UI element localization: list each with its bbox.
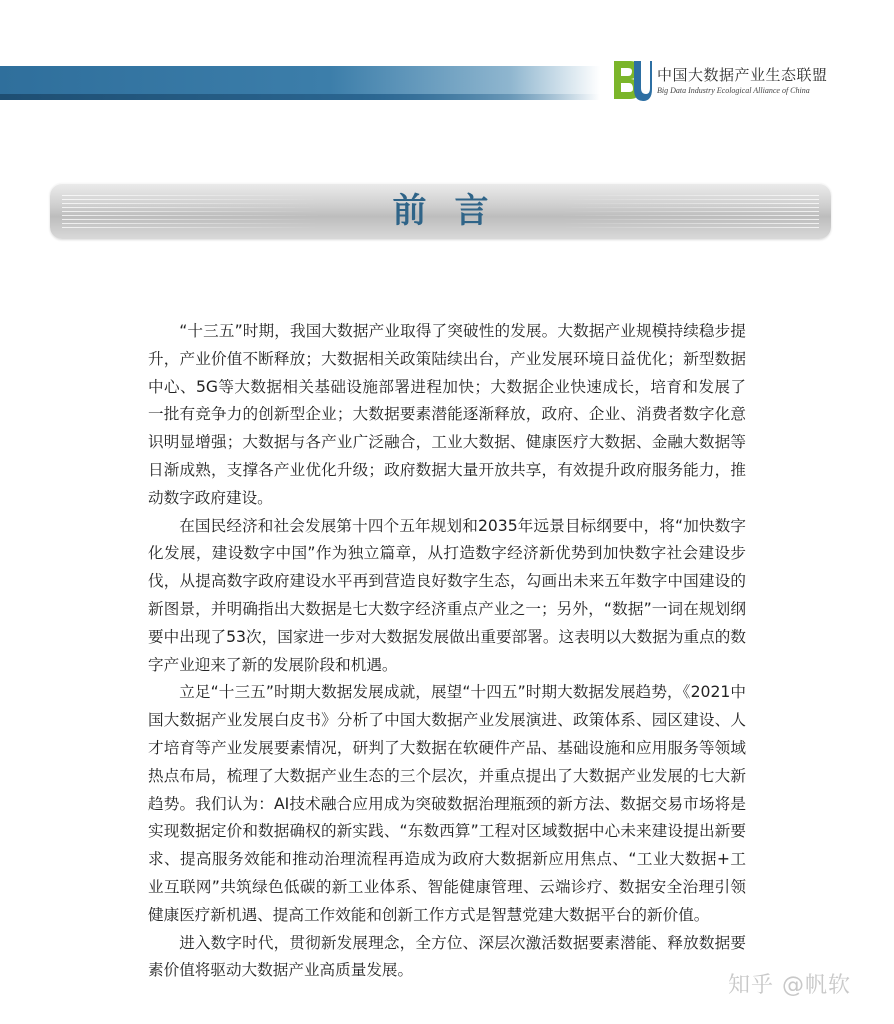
org-name-cn: 中国大数据产业生态联盟 (657, 66, 828, 84)
alliance-logo (612, 58, 652, 102)
paragraph: 立足“十三五”时期大数据发展成就，展望“十四五”时期大数据发展趋势，《2021中国大数据产业发展白皮书》分析了中国大数据产业发展演进、政策体系、园区建设、人才培育等产业发展要素情况，研判了大数据在软硬件产品、基础设施和应用服务等领域热点布局，梳理了大数据产业生态的三个层次，并重点提出了大数据产业发展的七大新趋势。我们认为：AI技术融合应用成为突破数据治理瓶颈的新方法、数据交易市场将是实现数据定价和数据确权的新实践、“东数西算”工程对区域数据中心未来建设提出新要求、提高服务效能和推动治理流程再造成为政府大数据新应用焦点、“工业大数据+工业互联网”共筑绿色低碳的新工业体系、智能健康管理、云端诊疗、数据安全治理引领健康医疗新机遇、提高工作效能和创新工作方式是智慧党建大数据平台的新价值。 (148, 683, 746, 924)
paragraph: 在国民经济和社会发展第十四个五年规划和2035年远景目标纲要中，将“加快数字化发展，建设数字中国”作为独立篇章，从打造数字经济新优势到加快数字社会建设步伐，从提高数字政府建设水平再到营造良好数字生态，勾画出未来五年数字中国建设的新图景，并明确指出大数据是七大数字经济重点产业之一；另外，“数据”一词在规划纲要中出现了53次，国家进一步对大数据发展做出重要部署。这表明以大数据为重点的数字产业迎来了新的发展阶段和机遇。 (148, 516, 746, 674)
title-bar (50, 183, 831, 239)
header-band (0, 66, 600, 100)
org-name-en: Big Data Industry Ecological Alliance of China (657, 86, 810, 95)
preface-body (148, 318, 746, 985)
page-title: 前言 (392, 191, 517, 231)
watermark: 知乎 @帆软 (728, 973, 851, 998)
paragraph: 进入数字时代，贯彻新发展理念，全方位、深层次激活数据要素潜能、释放数据要素价值将驱动大数据产业高质量发展。 (148, 933, 746, 980)
paragraph: “十三五”时期，我国大数据产业取得了突破性的发展。大数据产业规模持续稳步提升，产业价值不断释放；大数据相关政策陆续出台，产业发展环境日益优化；新型数据中心、5G等大数据相关基础设施部署进程加快；大数据企业快速成长，培育和发展了一批有竞争力的创新型企业；大数据要素潜能逐渐释放，政府、企业、消费者数字化意识明显增强；大数据与各产业广泛融合，工业大数据、健康医疗大数据、金融大数据等日渐成熟，支撑各产业优化升级；政府数据大量开放共享，有效提升政府服务能力，推动数字政府建设。 (148, 322, 746, 507)
